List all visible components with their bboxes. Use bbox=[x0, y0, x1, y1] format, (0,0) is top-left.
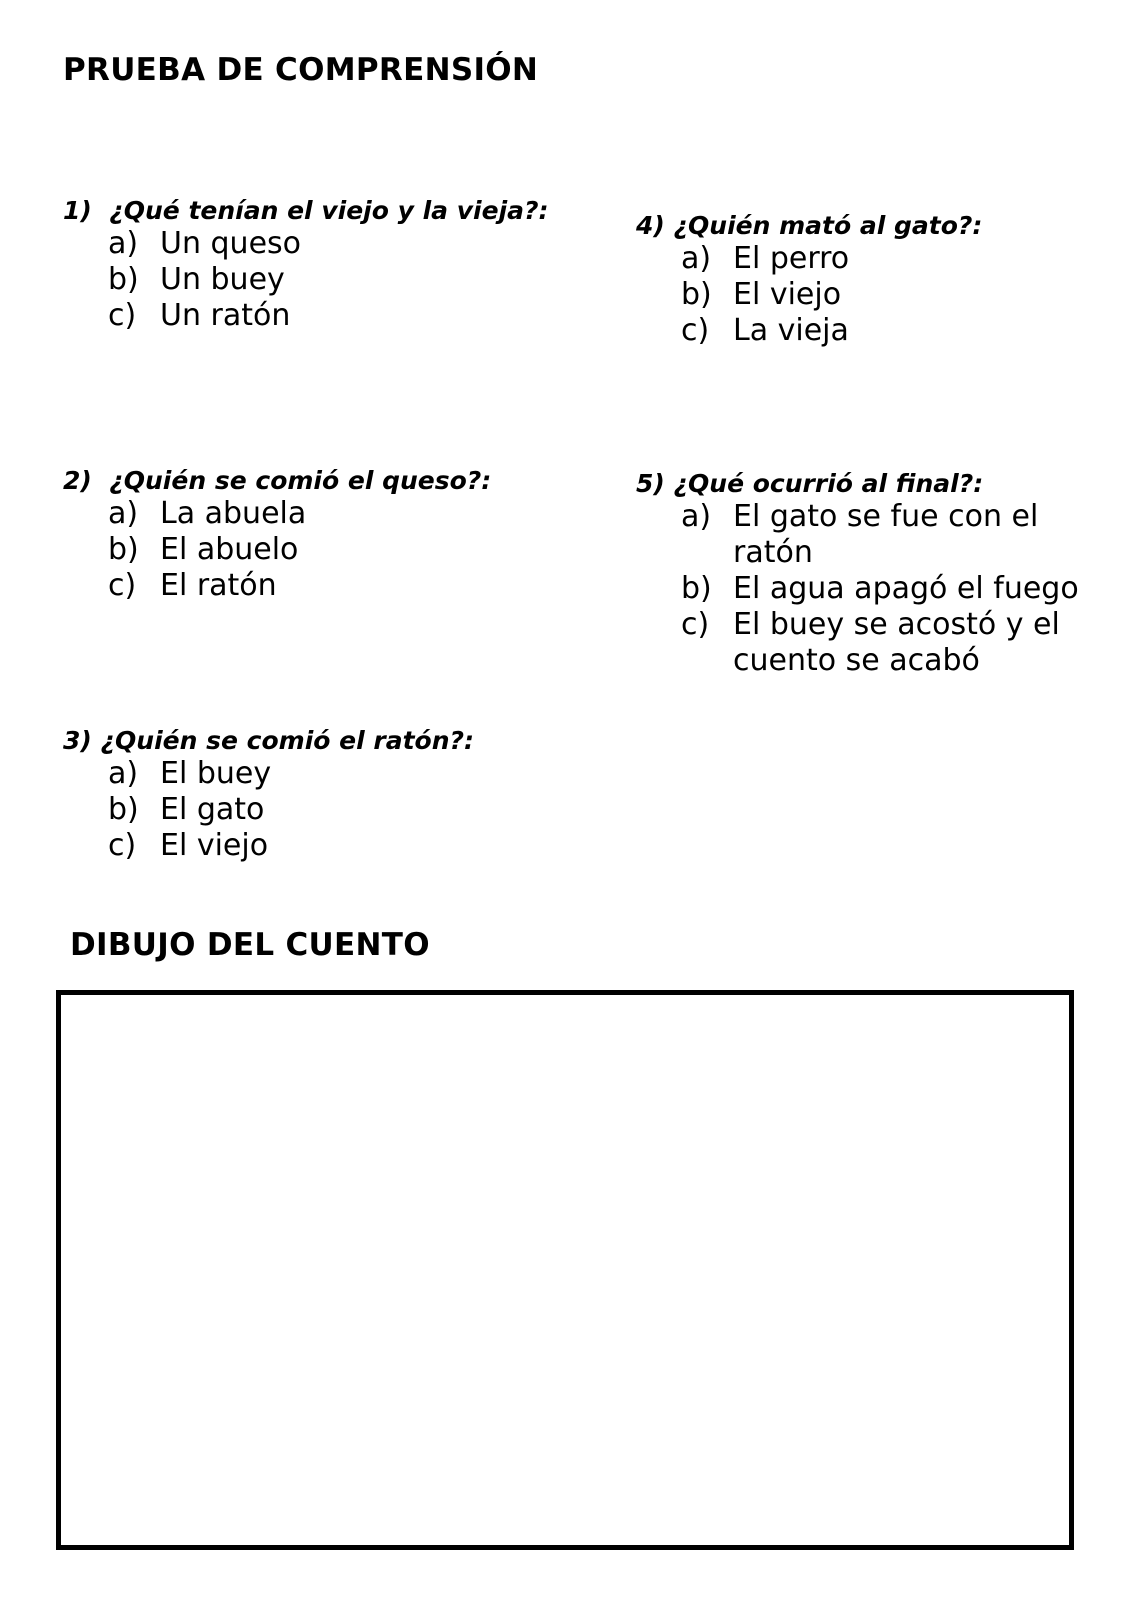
option-letter: c) bbox=[108, 828, 137, 863]
question-3-option-c[interactable] bbox=[108, 828, 474, 864]
question-3-option-b[interactable] bbox=[108, 792, 474, 828]
option-text: El gato bbox=[160, 792, 265, 827]
question-5-text bbox=[636, 469, 1096, 499]
option-text: Un buey bbox=[160, 262, 285, 297]
option-letter: a) bbox=[681, 241, 712, 276]
question-5-option-a[interactable] bbox=[681, 499, 1086, 571]
option-letter: b) bbox=[108, 532, 139, 567]
question-5-number: 5) bbox=[636, 469, 665, 498]
option-letter: c) bbox=[681, 607, 710, 642]
option-letter: b) bbox=[681, 571, 712, 606]
question-4 bbox=[636, 211, 982, 349]
question-1-options bbox=[108, 226, 549, 334]
option-letter: c) bbox=[681, 313, 710, 348]
question-3 bbox=[63, 726, 474, 864]
question-2-prompt: ¿Quién se comió el queso?: bbox=[109, 466, 492, 495]
option-letter: c) bbox=[108, 568, 137, 603]
question-3-options bbox=[108, 756, 474, 864]
option-text: El buey se acostó y el cuento se acabó bbox=[733, 607, 1060, 678]
question-5-option-c[interactable] bbox=[681, 607, 1086, 679]
option-letter: c) bbox=[108, 298, 137, 333]
question-4-prompt: ¿Quién mató al gato?: bbox=[673, 211, 983, 240]
option-text: El ratón bbox=[160, 568, 277, 603]
option-text: El perro bbox=[733, 241, 850, 276]
question-5 bbox=[636, 469, 1096, 679]
drawing-section-title: DIBUJO DEL CUENTO bbox=[70, 927, 430, 963]
question-2-number: 2) bbox=[63, 466, 92, 495]
question-2-option-a[interactable] bbox=[108, 496, 491, 532]
option-text: Un queso bbox=[160, 226, 302, 261]
option-letter: b) bbox=[681, 277, 712, 312]
question-1-text bbox=[63, 196, 549, 226]
option-text: El viejo bbox=[160, 828, 269, 863]
question-2-option-c[interactable] bbox=[108, 568, 491, 604]
question-2-text bbox=[63, 466, 491, 496]
question-4-text bbox=[636, 211, 982, 241]
option-text: La abuela bbox=[160, 496, 307, 531]
option-text: El buey bbox=[160, 756, 272, 791]
question-3-prompt: ¿Quién se comió el ratón?: bbox=[100, 726, 475, 755]
question-2-options bbox=[108, 496, 491, 604]
question-1-prompt: ¿Qué tenían el viejo y la vieja?: bbox=[109, 196, 549, 225]
option-letter: a) bbox=[108, 496, 139, 531]
option-text: El viejo bbox=[733, 277, 842, 312]
question-5-option-b[interactable] bbox=[681, 571, 1086, 607]
option-text: La vieja bbox=[733, 313, 849, 348]
question-1 bbox=[63, 196, 549, 334]
question-1-option-a[interactable] bbox=[108, 226, 549, 262]
question-4-option-c[interactable] bbox=[681, 313, 982, 349]
drawing-area[interactable] bbox=[56, 990, 1074, 1550]
question-3-number: 3) bbox=[63, 726, 92, 755]
option-letter: b) bbox=[108, 262, 139, 297]
question-1-option-c[interactable] bbox=[108, 298, 549, 334]
option-text: El agua apagó el fuego bbox=[733, 571, 1079, 606]
option-text: El abuelo bbox=[160, 532, 299, 567]
question-2-option-b[interactable] bbox=[108, 532, 491, 568]
option-letter: a) bbox=[108, 756, 139, 791]
question-5-prompt: ¿Qué ocurrió al final?: bbox=[673, 469, 984, 498]
question-4-number: 4) bbox=[636, 211, 665, 240]
option-letter: a) bbox=[681, 499, 712, 534]
option-letter: a) bbox=[108, 226, 139, 261]
question-3-text bbox=[63, 726, 474, 756]
question-3-option-a[interactable] bbox=[108, 756, 474, 792]
option-letter: b) bbox=[108, 792, 139, 827]
option-text: El gato se fue con el ratón bbox=[733, 499, 1039, 570]
question-2 bbox=[63, 466, 491, 604]
page-title: PRUEBA DE COMPRENSIÓN bbox=[63, 52, 539, 88]
question-4-option-b[interactable] bbox=[681, 277, 982, 313]
question-4-options bbox=[681, 241, 982, 349]
question-1-option-b[interactable] bbox=[108, 262, 549, 298]
question-4-option-a[interactable] bbox=[681, 241, 982, 277]
question-5-options bbox=[681, 499, 1086, 679]
option-text: Un ratón bbox=[160, 298, 291, 333]
question-1-number: 1) bbox=[63, 196, 92, 225]
